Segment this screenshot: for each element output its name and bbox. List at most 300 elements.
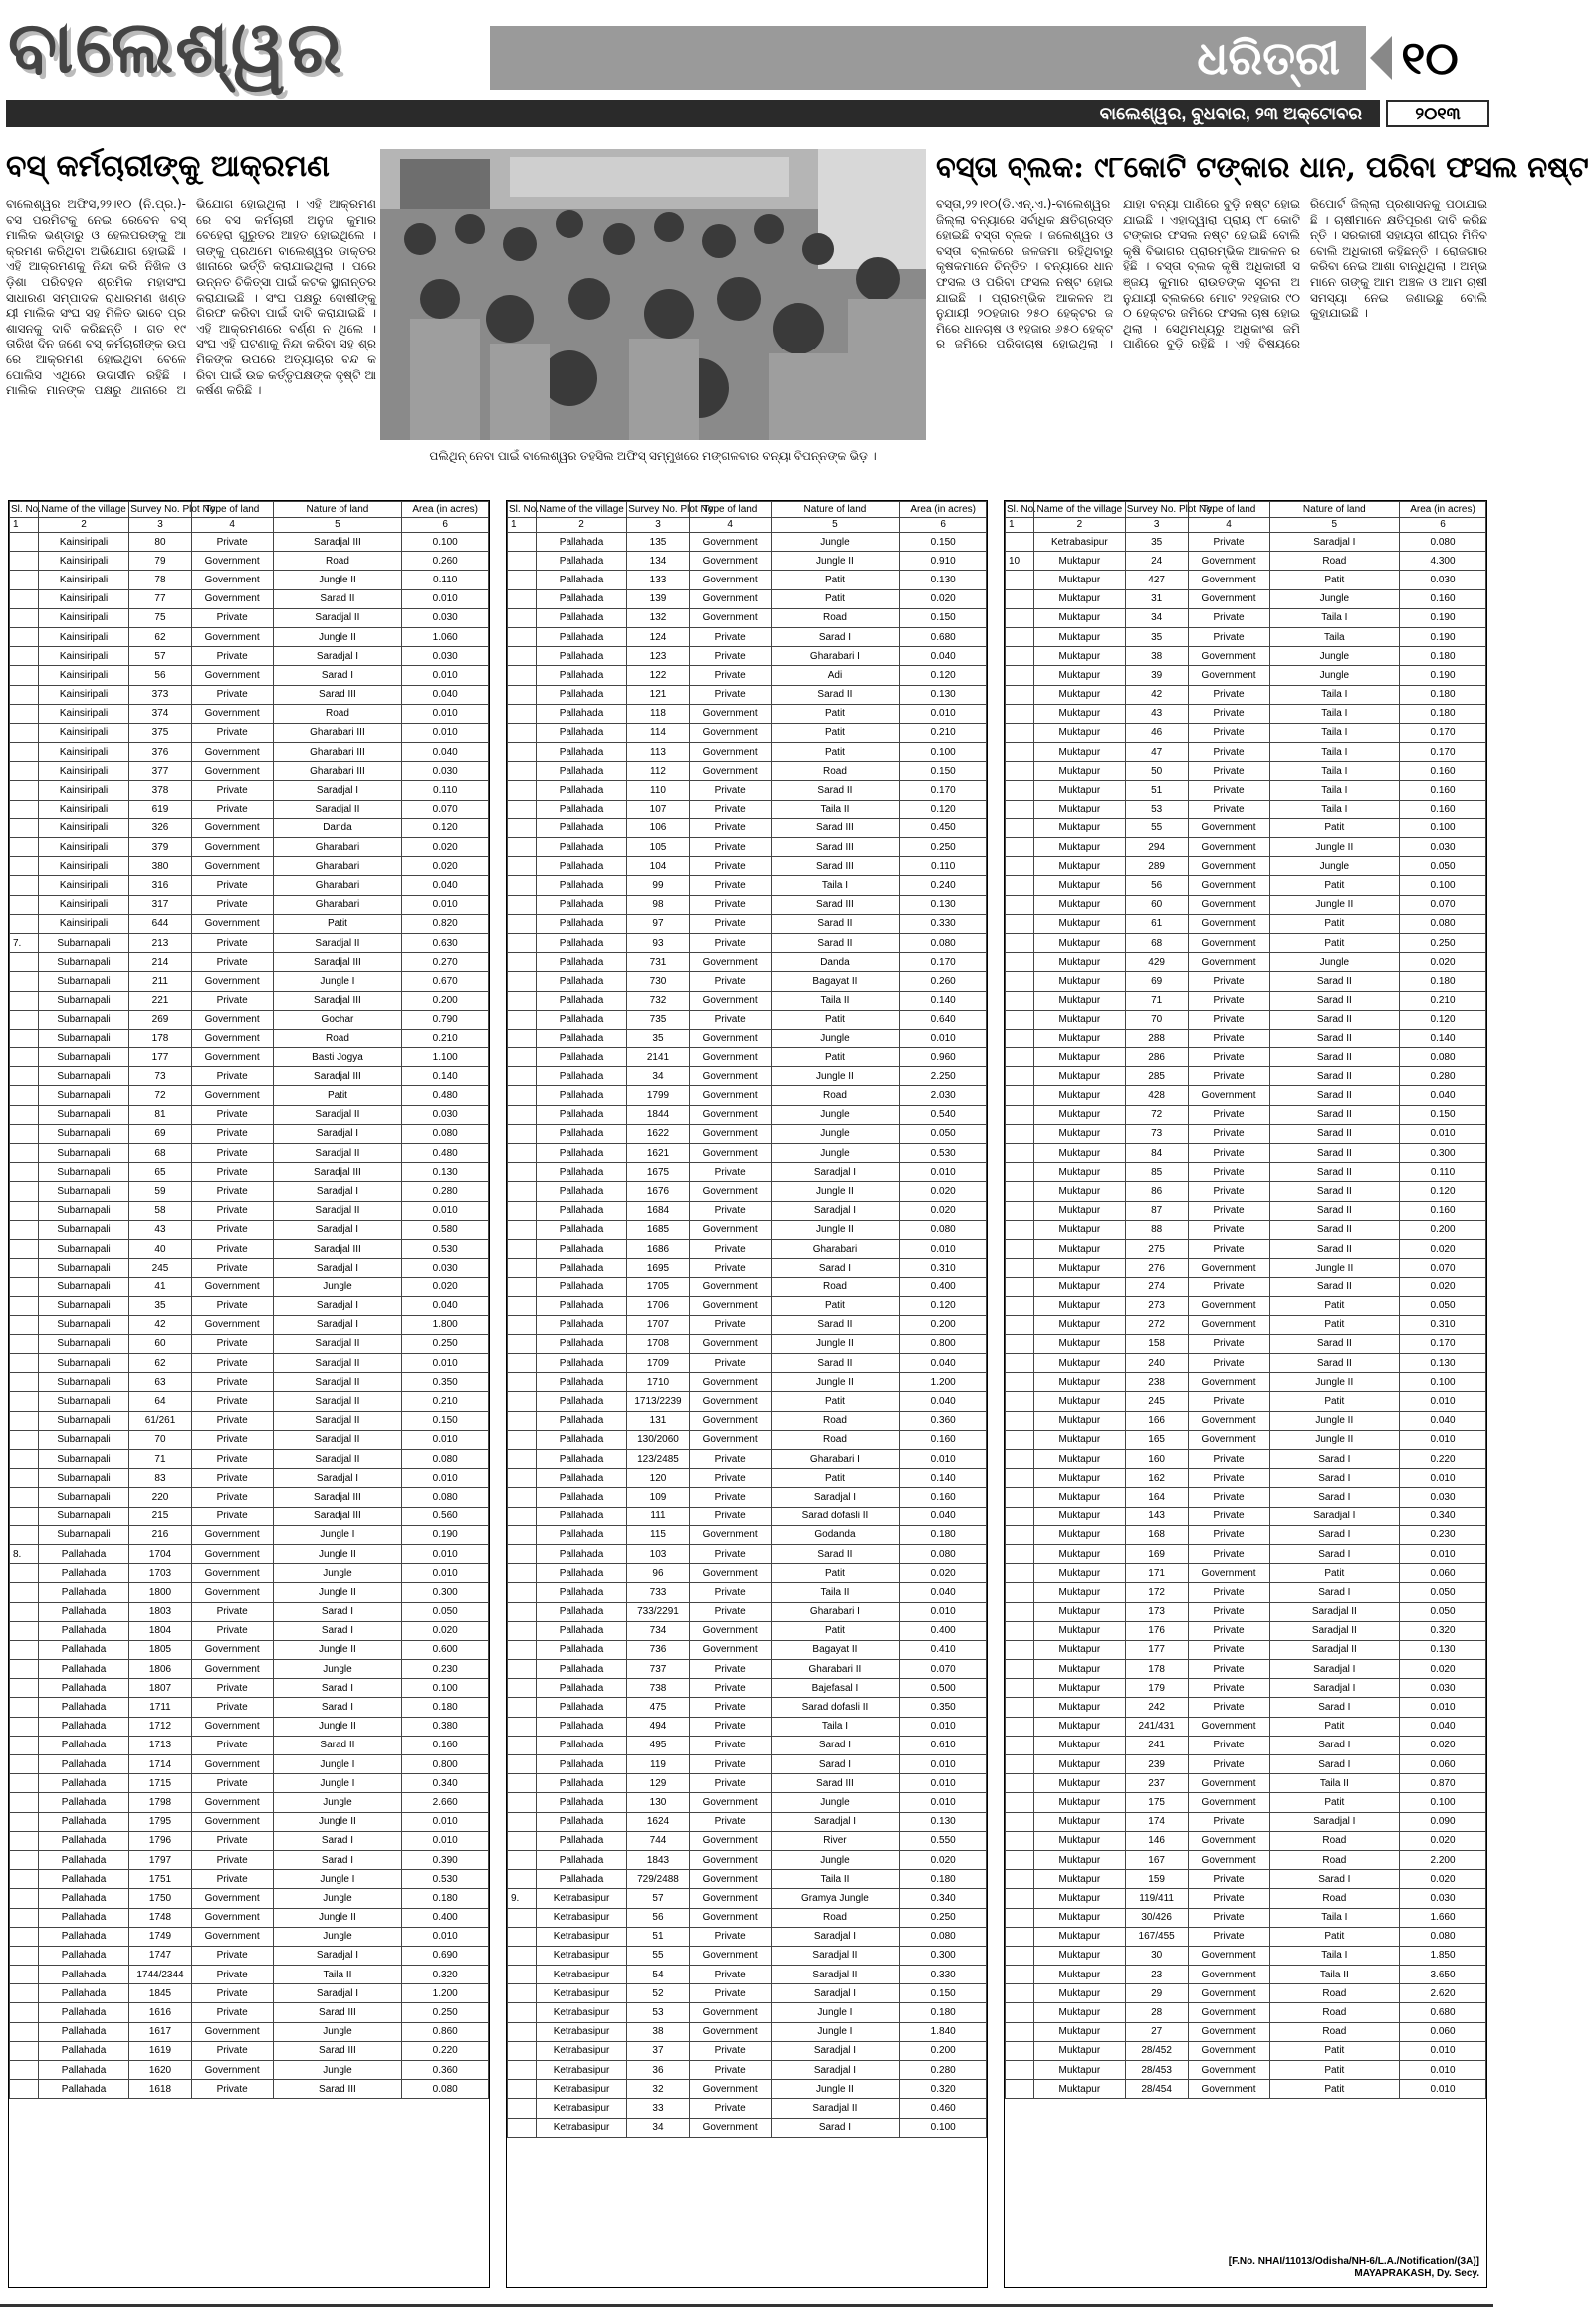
table-cell: 221 <box>129 991 192 1010</box>
table-cell: 0.010 <box>900 1602 987 1621</box>
table-cell: Saradjal I <box>273 1182 402 1201</box>
table-cell: 96 <box>627 1564 690 1583</box>
table-cell: Pallahada <box>536 1029 626 1047</box>
table-row <box>1006 1182 1486 1201</box>
table-row <box>10 972 489 991</box>
table-row <box>10 1640 489 1659</box>
table-cell: Private <box>191 1124 273 1143</box>
table-cell: 0.680 <box>900 627 987 646</box>
table-cell: Private <box>689 1201 771 1220</box>
table-row <box>1006 1239 1486 1258</box>
table-cell <box>508 1105 537 1124</box>
table-cell: 0.690 <box>402 1946 489 1965</box>
table-cell: Government <box>689 1334 771 1353</box>
table-cell: Private <box>1188 1698 1269 1717</box>
table-cell: Saradjal II <box>273 1354 402 1373</box>
table-cell <box>508 762 537 781</box>
table-cell: 27 <box>1125 2022 1188 2041</box>
table-cell: Private <box>191 1163 273 1182</box>
table-cell <box>508 1296 537 1315</box>
table-cell: Saradjal I <box>771 2061 900 2080</box>
table-cell: 0.150 <box>900 608 987 627</box>
land-table-3 <box>1004 500 1487 2288</box>
table-cell: Kainsiripali <box>38 838 128 857</box>
table-cell: 285 <box>1125 1067 1188 1086</box>
table-cell: Jungle <box>273 1660 402 1679</box>
table-cell <box>1006 571 1034 589</box>
table-cell: Government <box>191 1717 273 1736</box>
column-header: Area (in acres) <box>900 502 987 518</box>
table-cell <box>1006 2061 1034 2080</box>
table-cell: Private <box>689 1927 771 1946</box>
table-cell: 0.020 <box>402 1278 489 1296</box>
table-cell: Subarnapali <box>38 1373 128 1392</box>
table-cell: 0.280 <box>1400 1067 1486 1086</box>
table-cell: Jungle II <box>1269 1430 1399 1449</box>
table-cell <box>1006 1334 1034 1353</box>
table-row <box>1006 762 1486 781</box>
table-cell: 0.250 <box>402 1334 489 1353</box>
table-cell: 0.300 <box>1400 1144 1486 1163</box>
table-row <box>10 1296 489 1315</box>
table-cell: 220 <box>129 1488 192 1507</box>
table-row <box>1006 1373 1486 1392</box>
table-cell: Government <box>689 1029 771 1047</box>
table-cell: Government <box>689 1640 771 1659</box>
table-cell: 0.030 <box>1400 1889 1486 1908</box>
table-cell: Private <box>689 1354 771 1373</box>
table-cell <box>1006 608 1034 627</box>
table-cell: 0.010 <box>1400 2061 1486 2080</box>
column-header: Sl. No. <box>508 502 537 518</box>
table-cell <box>10 2003 39 2022</box>
table-cell <box>10 685 39 704</box>
table-row <box>508 1774 987 1793</box>
table-cell: 1.060 <box>402 627 489 646</box>
table-cell: Sarad II <box>771 914 900 933</box>
table-cell: Muktapur <box>1033 876 1125 895</box>
table-cell: 114 <box>627 723 690 742</box>
table-cell: 238 <box>1125 1373 1188 1392</box>
table-cell: 119/411 <box>1125 1889 1188 1908</box>
table-cell: 113 <box>627 743 690 762</box>
table-cell <box>508 1755 537 1774</box>
table-cell: Pallahada <box>536 1507 626 1525</box>
table-cell: 1618 <box>129 2080 192 2099</box>
table-cell: 57 <box>627 1889 690 1908</box>
table-cell: 0.530 <box>402 1870 489 1889</box>
table-cell: Pallahada <box>38 1679 128 1698</box>
table-cell: Jungle <box>771 1144 900 1163</box>
table-cell: Muktapur <box>1033 627 1125 646</box>
table-cell: Gharabari I <box>771 1602 900 1621</box>
table-cell <box>1006 1717 1034 1736</box>
table-cell: Ketrabasipur <box>536 2080 626 2099</box>
table-cell: 0.070 <box>1400 1259 1486 1278</box>
table-cell <box>508 991 537 1010</box>
table-row <box>10 1850 489 1869</box>
table-cell: Sarad II <box>1269 1239 1399 1258</box>
table-cell: Patit <box>771 589 900 608</box>
table-cell <box>10 1946 39 1965</box>
table-cell: 62 <box>129 1354 192 1373</box>
table-cell: Muktapur <box>1033 1621 1125 1640</box>
table-cell: 0.200 <box>402 991 489 1010</box>
table-cell: 0.040 <box>1400 1086 1486 1105</box>
table-cell: 380 <box>129 857 192 876</box>
table-cell: Pallahada <box>536 1793 626 1812</box>
table-cell: Private <box>191 1698 273 1717</box>
table-cell: Patit <box>1269 2080 1399 2099</box>
table-cell: 0.040 <box>402 1296 489 1315</box>
table-cell <box>10 838 39 857</box>
table-row <box>508 762 987 781</box>
table-cell: Pallahada <box>536 552 626 571</box>
table-cell: 0.010 <box>402 589 489 608</box>
table-cell: 0.180 <box>900 1525 987 1544</box>
table-index-row <box>1006 518 1486 533</box>
table-row <box>508 1831 987 1850</box>
table-cell: Patit <box>1269 1315 1399 1334</box>
table-cell: 0.010 <box>1400 1698 1486 1717</box>
table-cell: Private <box>689 1984 771 2003</box>
table-cell: Government <box>689 1105 771 1124</box>
table-row <box>10 781 489 800</box>
table-cell: 0.190 <box>1400 627 1486 646</box>
table-cell: Pallahada <box>536 723 626 742</box>
table-cell: 130/2060 <box>627 1430 690 1449</box>
table-cell <box>508 781 537 800</box>
table-row <box>10 1048 489 1067</box>
table-cell: Subarnapali <box>38 1259 128 1278</box>
table-cell: Saradjal II <box>1269 1602 1399 1621</box>
table-row <box>10 589 489 608</box>
table-cell: 0.020 <box>1400 953 1486 972</box>
table-row <box>508 627 987 646</box>
table-cell: 0.820 <box>402 914 489 933</box>
table-cell: 0.330 <box>900 1966 987 1984</box>
table-cell <box>508 1679 537 1698</box>
table-cell: 0.030 <box>402 1259 489 1278</box>
table-cell: Kainsiripali <box>38 876 128 895</box>
table-row <box>508 1220 987 1239</box>
table-cell: 2.250 <box>900 1067 987 1086</box>
table-row <box>10 1124 489 1143</box>
table-cell: Private <box>689 2041 771 2060</box>
table-row <box>10 1144 489 1163</box>
table-row <box>10 666 489 685</box>
table-cell: 0.080 <box>1400 914 1486 933</box>
column-header: Sl. No. <box>10 502 39 518</box>
table-cell: 1751 <box>129 1870 192 1889</box>
table-cell: Private <box>1188 991 1269 1010</box>
table-cell: 317 <box>129 895 192 914</box>
column-header: Area (in acres) <box>1400 502 1486 518</box>
table-cell: 0.160 <box>1400 800 1486 818</box>
table-cell: Ketrabasipur <box>536 1946 626 1965</box>
table-row <box>1006 1755 1486 1774</box>
table-cell: Road <box>771 1086 900 1105</box>
table-cell: 173 <box>1125 1602 1188 1621</box>
table-cell: 0.110 <box>402 781 489 800</box>
table-cell <box>508 1698 537 1717</box>
table-cell: Patit <box>771 704 900 723</box>
table-cell <box>1006 1525 1034 1544</box>
table-cell: Sarad I <box>1269 1755 1399 1774</box>
table-cell: Taila I <box>1269 704 1399 723</box>
table-cell: Private <box>191 533 273 552</box>
table-cell: 732 <box>627 991 690 1010</box>
table-cell: 61 <box>1125 914 1188 933</box>
table-cell: 0.320 <box>402 1966 489 1984</box>
table-cell: Government <box>689 571 771 589</box>
table-cell: Sarad I <box>1269 1870 1399 1889</box>
table-cell: Sarad III <box>771 857 900 876</box>
table-cell: Kainsiripali <box>38 818 128 837</box>
table-cell: 215 <box>129 1507 192 1525</box>
table-cell: 0.170 <box>1400 743 1486 762</box>
table-cell: Government <box>1188 1793 1269 1812</box>
table-cell: Private <box>1188 1144 1269 1163</box>
table-cell: Private <box>689 857 771 876</box>
table-cell: Pallahada <box>38 2080 128 2099</box>
table-cell: 1684 <box>627 1201 690 1220</box>
table-cell: 0.020 <box>1400 1239 1486 1258</box>
table-cell: 35 <box>627 1029 690 1047</box>
table-cell: Saradjal III <box>273 953 402 972</box>
table-cell <box>508 1507 537 1525</box>
table-cell: 0.860 <box>402 2022 489 2041</box>
table-cell: Private <box>689 1736 771 1754</box>
table-cell: Muktapur <box>1033 1946 1125 1965</box>
photo-caption: ପଲିଥିନ୍ ନେବା ପାଇଁ ବାଲେଶ୍ୱର ତହସିଲ ଅଫିସ୍ ସମ୍ମୁଖରେ ମଙ୍ଗଳବାର ବନ୍ୟା ବିପନ୍ନଙ୍କ ଭିଡ଼ । <box>429 449 877 463</box>
table-cell <box>508 1144 537 1163</box>
table-cell: 0.040 <box>900 1392 987 1411</box>
table-cell: 1.850 <box>1400 1946 1486 1965</box>
table-cell <box>10 1660 39 1679</box>
table-cell: 1616 <box>129 2003 192 2022</box>
table-cell <box>10 704 39 723</box>
story-body-flood-crop-loss: ବସ୍ତା,୨୨।୧୦(ଡି.ଏନ୍.ଏ.)-ବାଲେଶ୍ୱର ଜିଲ୍ଲା ବନ୍ୟାରେ ସର୍ବାଧିକ କ୍ଷତିଗ୍ରସ୍ତ ହୋଇଛି ବସ୍ତା ବ୍ଲକ । ଜଲେଶ୍ୱର ଓ ବସ୍ତା ବ୍ଲକରେ ଜଳଜମା ରହିଥିବାରୁ କୃଷକମାନେ ଚିନ୍ତିତ । ବନ୍ୟାରେ ଧାନ ଫସଲ ଓ ପରିବା ଫସଲ ନଷ୍ଟ ହୋଇଯାଇଛି । ପ୍ରାରମ୍ଭିକ ଆକଳନ ଅନୁଯାୟୀ ୨୦ହଜାର ୨୫୦ ହେକ୍ଟର ଜମିରେ ଧାନଚାଷ ଓ ୧ହଜାର ୬୫୦ ହେକ୍ଟର ଜମିରେ ପରିବାଚାଷ ହୋଇଥିଲା । ଯାହା ବନ୍ୟା ପାଣିରେ ବୁଡ଼ି ନଷ୍ଟ ହୋଇଯାଇଛି । ଏହାଦ୍ୱାରା ପ୍ରାୟ ୯୮ କୋଟି ଟଙ୍କାର ଫସଲ ନଷ୍ଟ ହୋଇଛି ବୋଲି କୃଷି ବିଭାଗର ପ୍ରାରମ୍ଭିକ ଆକଳନ ରହିଛି । ବସ୍ତା ବ୍ଲକ କୃଷି ଅଧିକାରୀ ସଞ୍ଜୟ କୁମାର ରାଉତଙ୍କ ସୂଚନା ଅନୁଯାୟୀ ବ୍ଲକରେ ମୋଟ ୨୧ହଜାର ୯୦୦ ହେକ୍ଟର ଜମିରେ ଫସଲ ଚାଷ ହୋଇଥିଲା । ସେଥିମଧ୍ୟରୁ ଅଧିକାଂଶ ଜମି ପାଣିରେ ବୁଡ଼ି ରହିଛି । ଏହି ବିଷୟରେ ରିପୋର୍ଟ ଜିଲ୍ଲା ପ୍ରଶାସନକୁ ପଠାଯାଇଛି । ଚାଷୀମାନେ କ୍ଷତିପୂରଣ ଦାବି କରିଛନ୍ତି । ସରକାରୀ ସହାୟତା ଶୀଘ୍ର ମିଳିବ ବୋଲି ଅଧିକାରୀ କହିଛନ୍ତି । ରୋଜଗାର କରିବା ନେଇ ଆଶା ବାନ୍ଧିଥିଲା । ଅମ୍ଭମାନେ ତାଙ୍କୁ ଆମ ଅଞ୍ଚଳ ଓ ଆମ ଚାଷୀ ସମସ୍ୟା ନେଇ ଜଣାଇଛୁ ବୋଲି କୁହାଯାଇଛି । <box>936 197 1487 351</box>
table-cell: 62 <box>129 627 192 646</box>
table-row <box>10 1354 489 1373</box>
table-cell: 0.360 <box>900 1411 987 1430</box>
table-row <box>508 1583 987 1602</box>
table-cell: Saradjal I <box>273 1124 402 1143</box>
table-cell: Private <box>1188 1583 1269 1602</box>
table-row <box>10 1602 489 1621</box>
table-cell: 0.060 <box>1400 1755 1486 1774</box>
table-cell <box>1006 838 1034 857</box>
table-cell: Gharabari <box>273 876 402 895</box>
table-row <box>1006 1774 1486 1793</box>
table-row <box>1006 1278 1486 1296</box>
table-cell: 130 <box>627 1793 690 1812</box>
table-cell: 0.180 <box>1400 685 1486 704</box>
table-cell: 0.050 <box>1400 1583 1486 1602</box>
table-cell: Taila II <box>771 991 900 1010</box>
table-cell: Government <box>1188 666 1269 685</box>
table-cell: Subarnapali <box>38 1278 128 1296</box>
table-cell: Private <box>1188 1660 1269 1679</box>
table-cell: 65 <box>129 1163 192 1182</box>
table-cell <box>508 876 537 895</box>
table-cell: 0.040 <box>1400 1717 1486 1736</box>
table-cell: Government <box>191 571 273 589</box>
table-cell: Private <box>1188 1029 1269 1047</box>
table-cell: Government <box>1188 1411 1269 1430</box>
table-row <box>508 1105 987 1124</box>
table-cell: Sarad II <box>273 589 402 608</box>
table-cell: Pallahada <box>38 1736 128 1754</box>
table-cell: Muktapur <box>1033 1525 1125 1544</box>
table-cell: Taila <box>1269 627 1399 646</box>
table-cell: Muktapur <box>1033 818 1125 837</box>
table-cell: Jungle II <box>273 571 402 589</box>
table-cell: Jungle II <box>1269 895 1399 914</box>
table-cell: 0.250 <box>900 1908 987 1927</box>
table-cell: Government <box>689 589 771 608</box>
table-cell: Muktapur <box>1033 1201 1125 1220</box>
table-row <box>1006 1086 1486 1105</box>
table-row <box>10 991 489 1010</box>
table-cell: 31 <box>1125 589 1188 608</box>
table-cell: 135 <box>627 533 690 552</box>
table-cell: Sarad I <box>771 627 900 646</box>
table-cell: 0.230 <box>1400 1525 1486 1544</box>
table-cell: 42 <box>1125 685 1188 704</box>
table-cell: Jungle II <box>273 627 402 646</box>
table-header-row <box>1006 502 1486 518</box>
table-cell: 0.010 <box>1400 2080 1486 2099</box>
table-cell <box>1006 1296 1034 1315</box>
table-cell: Saradjal I <box>1269 533 1399 552</box>
table-cell: 73 <box>129 1067 192 1086</box>
table-cell <box>10 1430 39 1449</box>
table-row <box>508 1411 987 1430</box>
table-cell: Muktapur <box>1033 552 1125 571</box>
table-cell: Pallahada <box>536 1564 626 1583</box>
table-cell <box>508 1984 537 2003</box>
table-cell: Saradjal I <box>1269 1679 1399 1698</box>
table-cell: Pallahada <box>536 1870 626 1889</box>
table-row <box>10 876 489 895</box>
table-cell: Jungle II <box>771 552 900 571</box>
table-cell: Subarnapali <box>38 1048 128 1067</box>
table-cell: 1795 <box>129 1812 192 1831</box>
table-cell <box>1006 1067 1034 1086</box>
table-cell: Gramya Jungle <box>771 1889 900 1908</box>
table-cell <box>508 1621 537 1640</box>
table-cell <box>10 589 39 608</box>
table-cell: Private <box>191 1870 273 1889</box>
table-row <box>508 1373 987 1392</box>
table-cell <box>1006 1029 1034 1047</box>
table-cell: 0.070 <box>1400 895 1486 914</box>
table-cell: 0.010 <box>900 1029 987 1047</box>
table-cell: 744 <box>627 1831 690 1850</box>
table-cell: Government <box>191 972 273 991</box>
table-cell: 70 <box>129 1430 192 1449</box>
table-row <box>10 1105 489 1124</box>
table-cell: 0.140 <box>900 991 987 1010</box>
table-cell: Sarad III <box>273 685 402 704</box>
table-row <box>10 1870 489 1889</box>
table-cell: 0.120 <box>900 666 987 685</box>
table-cell: 47 <box>1125 743 1188 762</box>
table-cell: 0.050 <box>402 1602 489 1621</box>
table-cell: Pallahada <box>536 1411 626 1430</box>
table-cell <box>508 2022 537 2041</box>
table-row <box>1006 1010 1486 1029</box>
table-cell <box>1006 1908 1034 1927</box>
table-cell: 0.080 <box>402 2080 489 2099</box>
table-cell: Muktapur <box>1033 2022 1125 2041</box>
table-cell: 377 <box>129 762 192 781</box>
table-cell: 0.010 <box>900 1163 987 1182</box>
table-cell: Subarnapali <box>38 1182 128 1201</box>
story-body-bus-attack: ବାଲେଶ୍ୱର ଅଫିସ,୨୨।୧୦ (ନି.ପ୍ର.)- ବସ ପରମିଟକୁ ନେଇ ରେବେନ ବସ୍ ମାଲିକ ଭଣ୍ଡାରୁ ଓ ହେଲପରଙ୍କୁ ଆକ୍ରମଣ କରିଥିବା ଅଭିଯୋଗ ହୋଇଛି । ଏହି ଆକ୍ରମଣକୁ ନିନ୍ଦା କରି ନିଖିଳ ଓଡ଼ିଶା ପରିବହନ ଶ୍ରମିକ ମହାସଂଘ ସାଧାରଣ ସମ୍ପାଦକ ରାଧାରମଣ ଖଣ୍ଡୟୀ ମାଲିକ ସଂଘ ସହ ମିଳିତ ଭାବେ ପ୍ରଶାସନକୁ ଦାବି କରିଛନ୍ତି । ଗତ ୧୯ ତାରିଖ ଦିନ ଜଣେ ବସ୍ କର୍ମଚାରୀଙ୍କ ଉପରେ ଆକ୍ରମଣ ହୋଇଥିବା ବେଳେ ପୋଲିସ ଏଥିରେ ଉଦାସୀନ ରହିଛି । ମାଲିକ ମାନଙ୍କ ପକ୍ଷରୁ ଥାନାରେ ଅଭିଯୋଗ ହୋଇଥିଲା । ଏହି ଆକ୍ରମଣରେ ବସ କର୍ମଚାରୀ ଅନୁଜ କୁମାର ବେହେରା ଗୁରୁତର ଆହତ ହୋଇଥିଲେ । ତାଙ୍କୁ ପ୍ରଥମେ ବାଲେଶ୍ୱର ଡାକ୍ତରଖାନାରେ ଭର୍ତ୍ତି କରାଯାଇଥିଲା । ପରେ ଉନ୍ନତ ଚିକିତ୍ସା ପାଇଁ କଟକ ସ୍ଥାନାନ୍ତର କରାଯାଇଛି । ସଂଘ ପକ୍ଷରୁ ଦୋଷୀଙ୍କୁ ଗିରଫ କରିବା ପାଇଁ ଦାବି କରାଯାଇଛି । ଏହି ଆକ୍ରମଣରେ ବର୍ଣ୍ଣ ନ ଥିଲେ । ସଂଘ ଏହି ଘଟଣାକୁ ନିନ୍ଦା କରିବା ସହ ଶ୍ରମିକଙ୍କ ଉପରେ ଅତ୍ୟାଚାର ବନ୍ଦ କରିବା ପାଇଁ ଉଚ୍ଚ କର୍ତ୍ତୃପକ୍ଷଙ୍କ ଦୃଷ୍ଟି ଆକର୍ଷଣ କରିଛି । <box>6 197 376 398</box>
column-index: 5 <box>771 518 900 533</box>
table-cell: Sarad I <box>273 1621 402 1640</box>
table-cell: 0.150 <box>900 1984 987 2003</box>
table-row <box>1006 1259 1486 1278</box>
table-cell: Private <box>689 876 771 895</box>
table-cell: Sarad I <box>771 2118 900 2137</box>
table-cell: Saradjal I <box>771 1812 900 1831</box>
column-header: Type of land <box>689 502 771 518</box>
table-cell: 376 <box>129 743 192 762</box>
table-cell <box>1006 1679 1034 1698</box>
table-row <box>508 876 987 895</box>
table-row <box>1006 704 1486 723</box>
table-cell <box>10 1048 39 1067</box>
table-cell: 0.130 <box>900 895 987 914</box>
newspaper-logo: ବାଲେଶ୍ୱର <box>8 4 343 89</box>
table-row <box>508 2118 987 2137</box>
table-cell <box>508 1067 537 1086</box>
table-cell: Muktapur <box>1033 1583 1125 1602</box>
table-cell <box>1006 704 1034 723</box>
table-cell: 34 <box>1125 608 1188 627</box>
table-cell: 619 <box>129 800 192 818</box>
table-cell: 0.010 <box>900 704 987 723</box>
table-cell: Government <box>689 2003 771 2022</box>
table-cell: Saradjal I <box>273 1946 402 1965</box>
table-row <box>10 1010 489 1029</box>
table-cell: Kainsiripali <box>38 666 128 685</box>
table-cell <box>508 723 537 742</box>
table-cell <box>1006 1946 1034 1965</box>
table-row <box>1006 1354 1486 1373</box>
table-cell: 1621 <box>627 1144 690 1163</box>
table-cell: 0.360 <box>402 2061 489 2080</box>
table-row <box>508 818 987 837</box>
table-cell: 115 <box>627 1525 690 1544</box>
table-cell: 1799 <box>627 1086 690 1105</box>
table-cell: 288 <box>1125 1029 1188 1047</box>
table-cell <box>1006 953 1034 972</box>
table-cell: 0.210 <box>900 723 987 742</box>
table-cell: Subarnapali <box>38 1144 128 1163</box>
table-cell: Pallahada <box>536 1163 626 1182</box>
table-cell: 294 <box>1125 838 1188 857</box>
table-cell: 50 <box>1125 762 1188 781</box>
table-cell: Government <box>1188 953 1269 972</box>
table-cell <box>10 1086 39 1105</box>
table-cell: Subarnapali <box>38 1067 128 1086</box>
table-cell: Saradjal II <box>273 608 402 627</box>
